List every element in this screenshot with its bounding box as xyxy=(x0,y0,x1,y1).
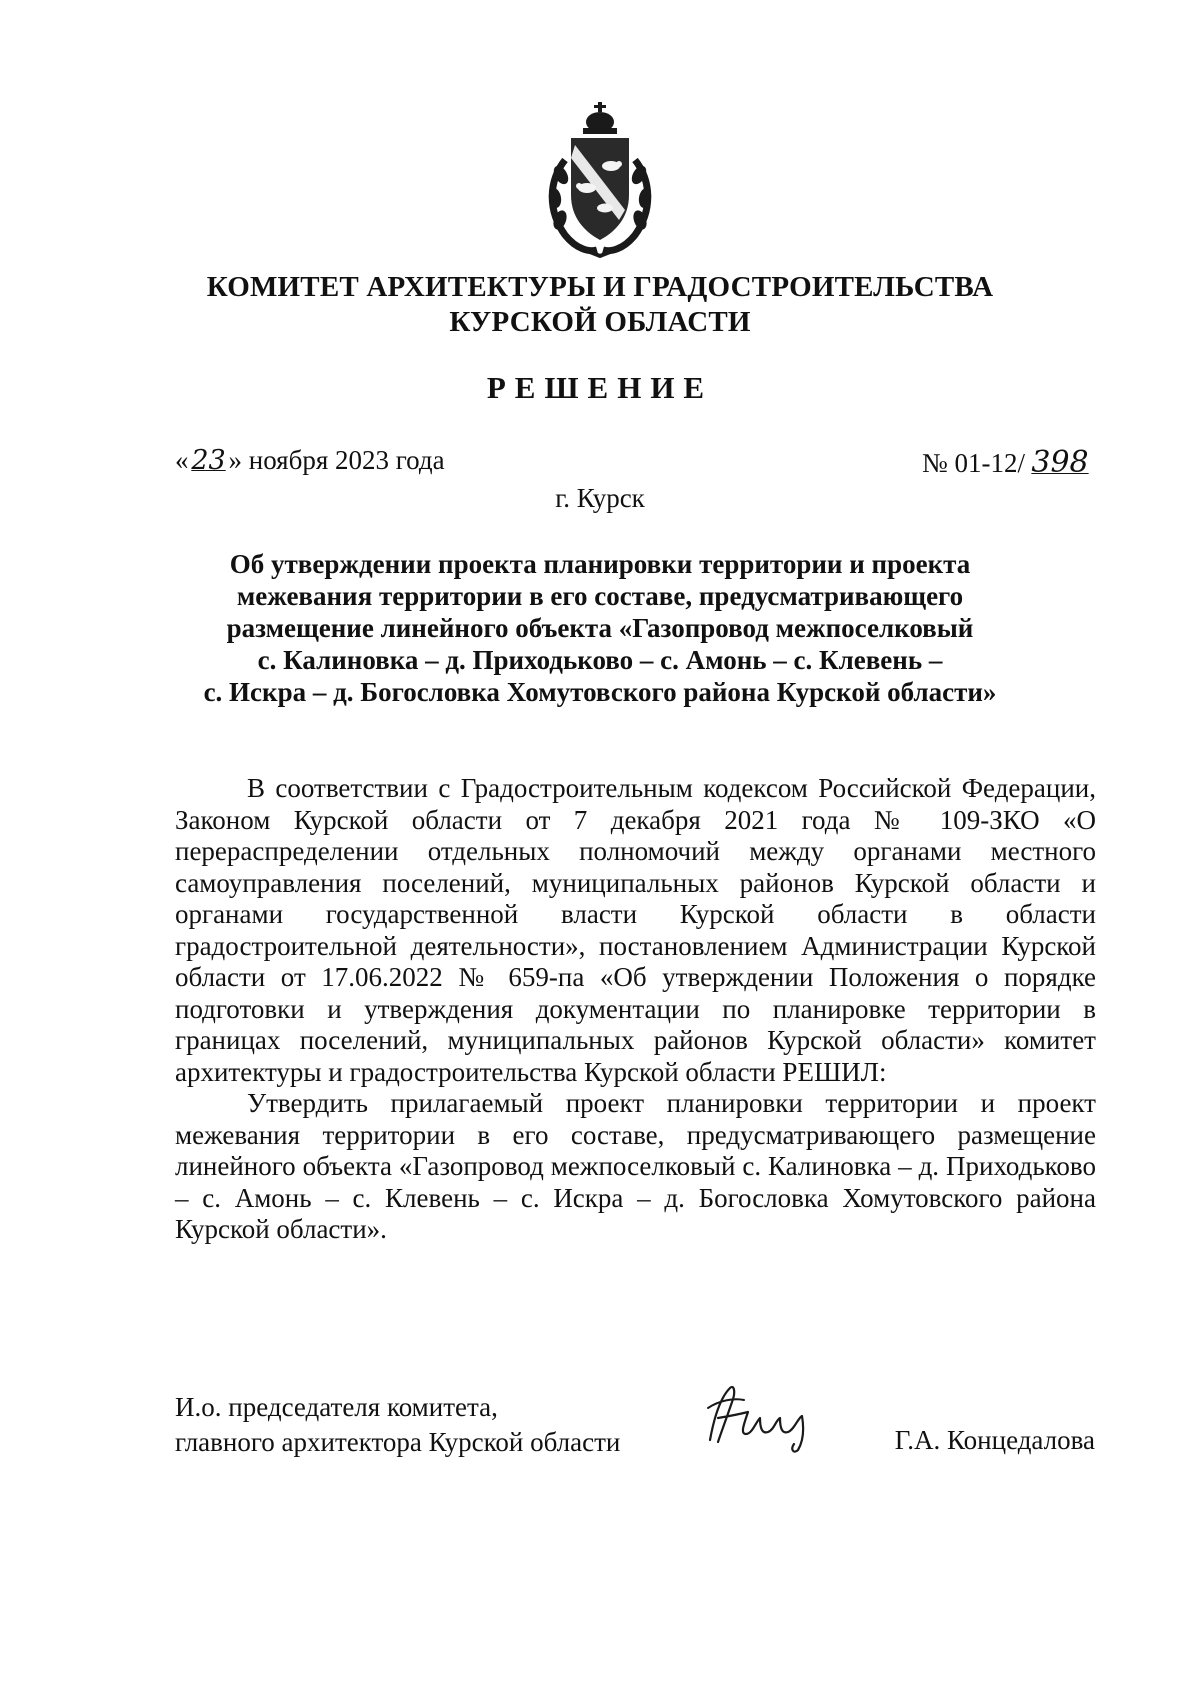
number-value: 398 xyxy=(1031,445,1089,480)
organization-title xyxy=(150,270,1050,340)
document-subject xyxy=(165,548,1035,708)
body-paragraph: Утвердить прилагаемый проект планировки территории и проект межевания территории в его составе, предусматривающего размещение линейного объекта «Газопровод межпоселковый с. Калиновка – д. Приходьково – с. Амонь – с. Клевень – с. Искра – д. Богословка Хомутовского района Курской области». xyxy=(175,1088,1096,1244)
document-body xyxy=(175,773,1096,1246)
date-month-year: » ноября 2023 года xyxy=(228,445,445,475)
subject-line: с. Калиновка – д. Приходьково – с. Амонь – с. Клевень – xyxy=(257,645,943,675)
handwritten-signature-icon xyxy=(700,1378,830,1458)
subject-line: размещение линейного объекта «Газопровод межпоселковый xyxy=(226,613,974,643)
subject-line: с. Искра – д. Богословка Хомутовского района Курской области» xyxy=(203,677,997,707)
organization-title-line2: КУРСКОЙ ОБЛАСТИ xyxy=(449,306,751,338)
document-date xyxy=(175,445,445,476)
subject-line: межевания территории в его составе, предусматривающего xyxy=(236,581,964,611)
date-day: 23 xyxy=(191,445,226,476)
signatory-position xyxy=(175,1390,620,1460)
number-prefix: № 01-12/ xyxy=(921,448,1025,478)
document-kind: РЕШЕНИЕ xyxy=(486,370,714,405)
document-city: г. Курск xyxy=(555,483,645,513)
position-line: главного архитектора Курской области xyxy=(175,1427,621,1457)
document-number xyxy=(922,445,1095,480)
date-open-quote: « xyxy=(175,445,189,475)
subject-line: Об утверждении проекта планировки территории и проекта xyxy=(229,549,971,579)
body-paragraph: В соответствии с Градостроительным кодексом Российской Федерации, Законом Курской области от 7 декабря 2021 года № 109-ЗКО «О перераспределении отдельных полномочий между органами местного самоуправления поселений, муниципальных районов Курской области и органами государственной власти Курской области в области градостроительной деятельности», постановлением Администрации Курской области от 17.06.2022 № 659-па «Об утверждении Положения о порядке подготовки и утверждения документации по планировке территории в границах поселений, муниципальных районов Курской области» комитет архитектуры и градостроительства Курской области РЕШИЛ: xyxy=(175,773,1096,1087)
organization-title-line1: КОМИТЕТ АРХИТЕКТУРЫ И ГРАДОСТРОИТЕЛЬСТВА xyxy=(206,271,994,303)
kursk-region-coat-of-arms-icon xyxy=(535,100,665,260)
position-line: И.о. председателя комитета, xyxy=(175,1392,498,1422)
signatory-name: Г.А. Концедалова xyxy=(894,1425,1095,1455)
